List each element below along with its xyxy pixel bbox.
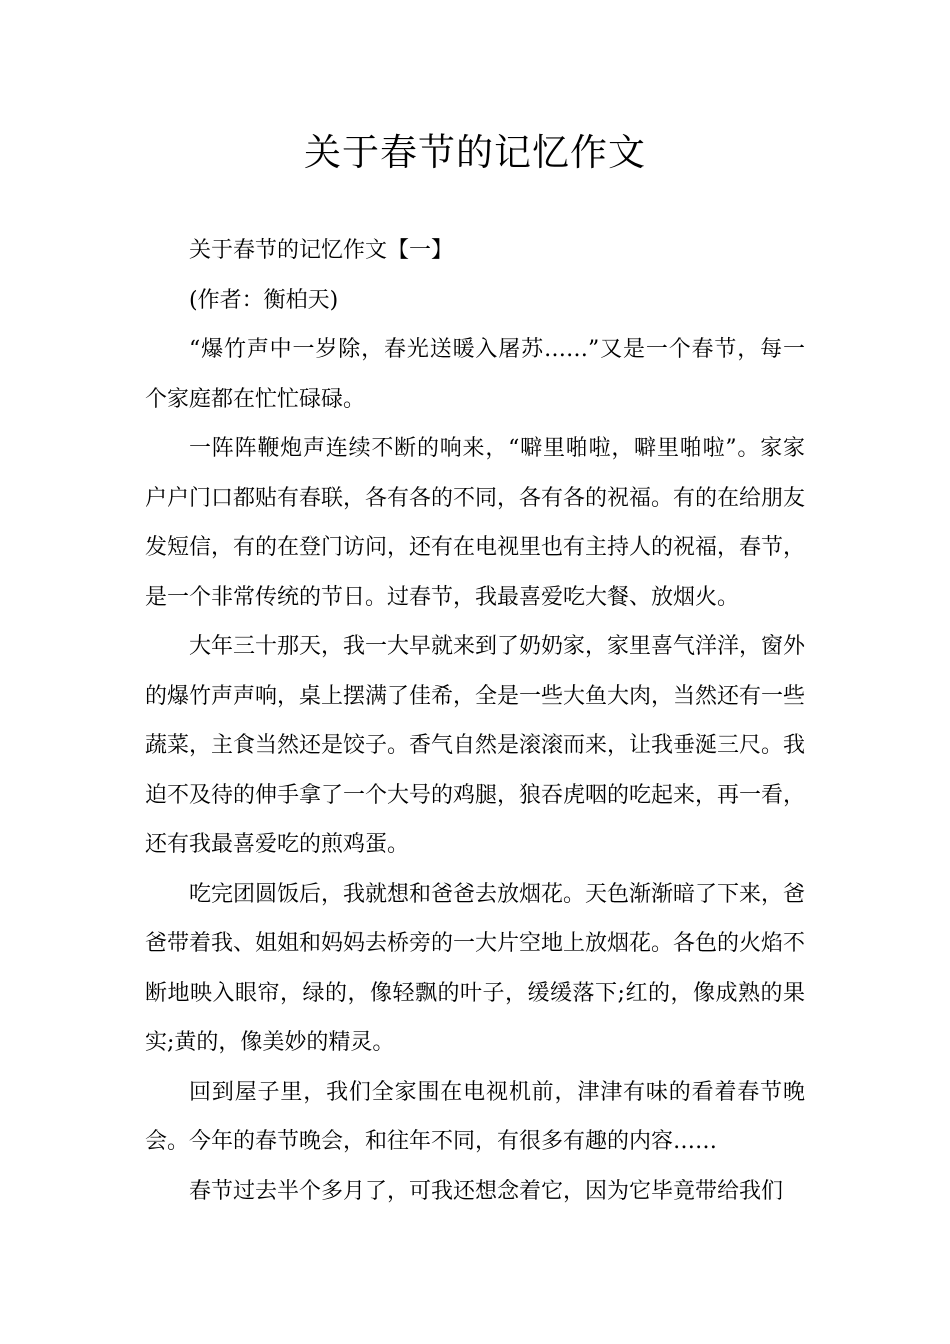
body-paragraph: 一阵阵鞭炮声连续不断的响来，“噼里啪啦，噼里啪啦”。家家户户门口都贴有春联，各有各的不同，各有各的祝福。有的在给朋友发短信，有的在登门访问，还有在电视里也有主持人的祝福，春节，是一个非常传统的节日。过春节，我最喜爱吃大餐、放烟火。 bbox=[145, 436, 806, 610]
document-title: 关于春节的记忆作文 bbox=[304, 131, 646, 174]
author-paragraph: (作者：衡柏天) bbox=[189, 287, 339, 313]
body-paragraph: 春节过去半个多月了，可我还想念着它，因为它毕竟带给我们 bbox=[189, 1178, 784, 1204]
document-body bbox=[145, 226, 805, 1216]
subtitle-paragraph: 关于春节的记忆作文【一】 bbox=[189, 238, 454, 263]
body-paragraph: “爆竹声中一岁除，春光送暖入屠苏……”又是一个春节，每一个家庭都在忙忙碌碌。 bbox=[145, 337, 805, 412]
body-paragraph: 吃完团圆饭后，我就想和爸爸去放烟花。天色渐渐暗了下来，爸爸带着我、姐姐和妈妈去桥旁的一大片空地上放烟花。各色的火焰不断地映入眼帘，绿的，像轻飘的叶子，缓缓落下;红的，像成熟的果实;黄的，像美妙的精灵。 bbox=[145, 881, 806, 1055]
body-paragraph: 回到屋子里，我们全家围在电视机前，津津有味的看着春节晚会。今年的春节晚会，和往年不同，有很多有趣的内容…… bbox=[145, 1079, 805, 1154]
body-paragraph: 大年三十那天，我一大早就来到了奶奶家，家里喜气洋洋，窗外的爆竹声声响，桌上摆满了佳希，全是一些大鱼大肉，当然还有一些蔬菜，主食当然还是饺子。香气自然是滚滚而来，让我垂涎三尺。我迫不及待的伸手拿了一个大号的鸡腿，狼吞虎咽的吃起来，再一看，还有我最喜爱吃的煎鸡蛋。 bbox=[145, 634, 806, 857]
